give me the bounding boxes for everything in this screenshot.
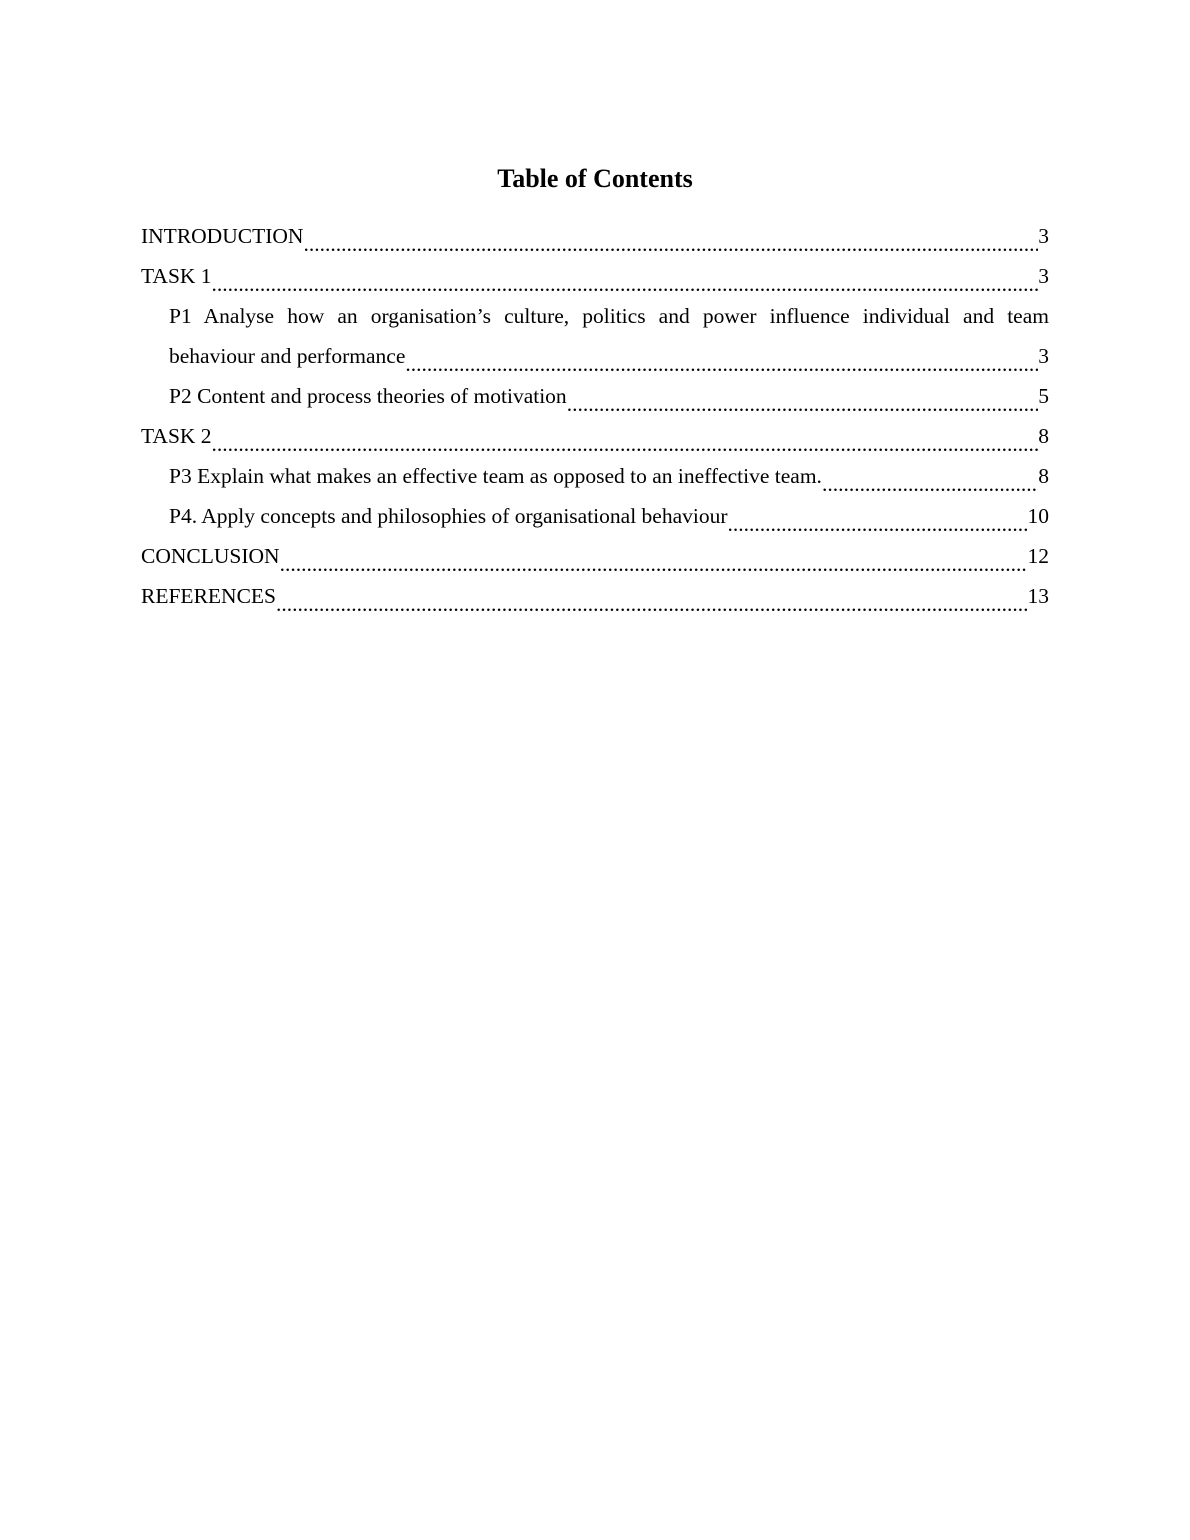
toc-page-number: 8	[1038, 416, 1049, 456]
toc-entry-p4[interactable]	[141, 496, 1049, 536]
toc-entry-label: REFERENCES .....	[141, 584, 276, 608]
toc-entry-label: P4. Apply concepts and philosophies of organisational behaviour .....	[169, 504, 728, 528]
toc-page-number: 3	[1038, 216, 1049, 256]
toc-entry-label-line1: P1 Analyse how an organisation’s culture, politics and power influence individual and team	[169, 304, 1049, 328]
toc-entry-label: P2 Content and process theories of motivation .....	[169, 384, 567, 408]
toc-entry-p1[interactable]	[141, 296, 1049, 376]
toc-entry-label: CONCLUSION .....	[141, 544, 280, 568]
toc-page-number: 8	[1038, 456, 1049, 496]
toc-entry-p3[interactable]	[141, 456, 1049, 496]
toc-entry-p2[interactable]	[141, 376, 1049, 416]
toc-entry-task-1[interactable]	[141, 256, 1049, 296]
table-of-contents	[141, 216, 1049, 616]
toc-page-number: 3	[1038, 256, 1049, 296]
toc-page-number: 12	[1028, 536, 1050, 576]
toc-page-number: 5	[1038, 376, 1049, 416]
toc-entry-conclusion[interactable]	[141, 536, 1049, 576]
toc-page-number: 13	[1028, 576, 1050, 616]
toc-entry-label: TASK 2 .....	[141, 424, 212, 448]
toc-entry-introduction[interactable]	[141, 216, 1049, 256]
toc-entry-label-line2: behaviour and performance .....	[169, 344, 405, 368]
toc-entry-label: TASK 1 .....	[141, 264, 212, 288]
toc-entry-line2	[169, 336, 1049, 376]
toc-entry-label: P3 Explain what makes an effective team as opposed to an ineffective team. .....	[169, 464, 822, 488]
toc-page-number: 3	[1038, 336, 1049, 376]
toc-entry-task-2[interactable]	[141, 416, 1049, 456]
toc-page-number: 10	[1028, 496, 1050, 536]
toc-title: Table of Contents	[497, 164, 693, 193]
toc-entry-references[interactable]	[141, 576, 1049, 616]
toc-entry-label: INTRODUCTION .....	[141, 224, 303, 248]
